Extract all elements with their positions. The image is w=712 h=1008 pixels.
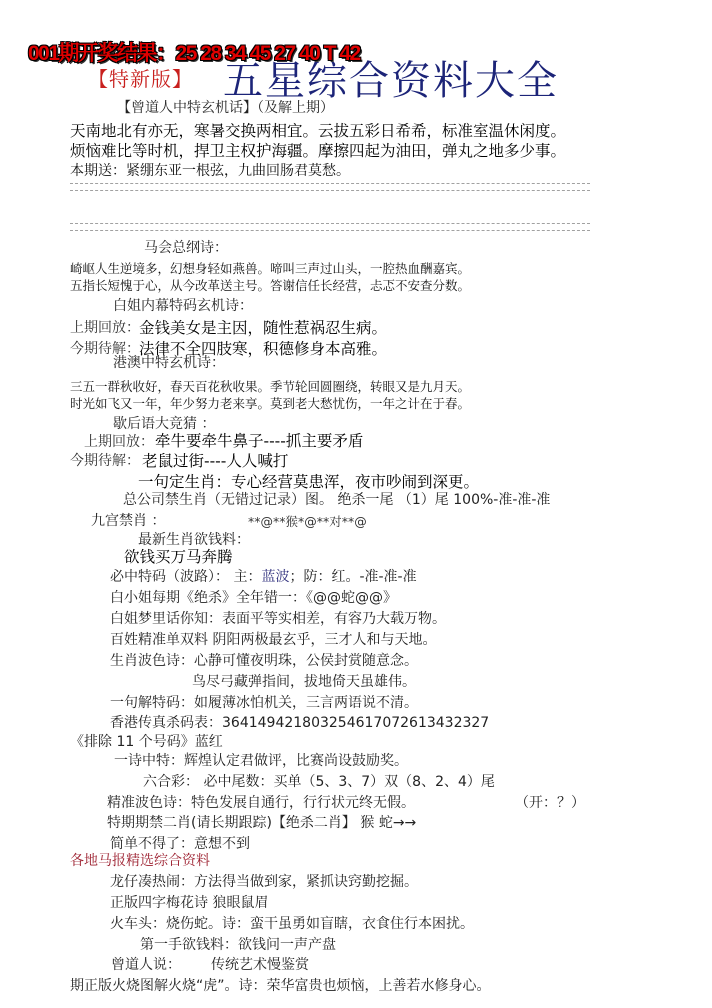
page-title: 五星综合资料大全 [223,58,559,104]
jingzhun-bose: 精准波色诗：特色发展自通行，行行状元终无假。 [107,795,415,811]
liuhecai-weishu: 六合彩： 必中尾数：买单（5、3、7）双（8、2、4）尾 [143,774,495,790]
jiugong-label: 九宫禁肖 ： [91,513,166,529]
xiehouyu-now-label: 今期待解： [70,453,140,469]
huoshao-tujie: 期正版火烧图解火烧“虎”。诗：荣华富贵也烦恼，上善若水修身心。 [70,978,491,994]
mahui-heading: 马会总纲诗： [144,240,228,256]
bizhong-tema [110,567,417,587]
teqi-jin-erxiao: 特期期禁二肖(请长期跟踪)【绝杀二肖】 猴 蛇→→ [107,815,417,831]
baijie-last-text: 金钱美女是主因，随性惹祸忍生病。 [139,319,388,337]
longzai-re-nao: 龙仔凑热闹：方法得当做到家，紧抓诀窍勤挖掘。 [110,874,418,890]
shengxiao-bose-2: 鸟尽弓藏弹指间，拔地倚天虽雄伟。 [192,674,416,690]
gedi-mabao-heading: 各地马报精选综合资料 [70,853,210,869]
zengdaoren-line-3: 本期送：紧绷东亚一根弦，九曲回肠君莫愁。 [70,163,350,179]
xiehouyu-now-text: 老鼠过街----人人喊打 [142,452,289,470]
xiehouyu-heading: 歇后语大竞猜 ： [113,416,216,432]
zhengban-sizi-meihua: 正版四字梅花诗 狼眼鼠眉 [110,895,269,911]
yiju-jie-tema: 一句解特码：如履薄冰怕机关，三言两语说不清。 [110,695,418,711]
edition-label: 【特新版】 [88,67,193,91]
bizhong-main: 蓝波 [261,569,290,585]
gangao-line-2: 时光如飞又一年，年少努力老来享。莫到老大愁忧伤，一年之计在于春。 [70,396,471,411]
gangao-heading: 港澳中特玄机诗： [113,355,225,371]
zengdaoren-line-1: 天南地北有亦无，寒暑交换两相宜。云拔五彩日希希，标准室温休闲度。 [70,122,567,140]
xianggang-chuanzhen: 香港传真杀码表：36414942180325461707261343232​7 [110,715,490,731]
zonggongsi-jinshengxiao: 总公司禁生肖（无错过记录）图。 绝杀一尾 （1）尾 100%-准-准-准 [123,492,551,508]
separator-line [70,183,590,191]
xiehouyu-last-label: 上期回放： [84,434,154,450]
bizhong-suffix: ；防：红。-准-准-准 [289,569,417,585]
shengxiao-bose-1: 生肖波色诗：心静可懂夜明珠，公侯封赏随意念。 [110,653,418,669]
zengdaoren-line-2: 烦恼难比等时机，捍卫主权护海疆。摩擦四起为油田，弹丸之地多少事。 [70,142,567,160]
baijie-heading: 白姐内幕特码玄机诗： [113,298,253,314]
huochetou: 火车头：烧伤蛇。诗：蛮干虽勇如盲瞎，衣食住行本困扰。 [110,916,474,932]
zengdaoren-heading: 【曾道人中特玄机话】（及解上期） [117,100,334,116]
baijie-menglihua: 白姐梦里话你知：表面平等实相差，有容乃大载万物。 [110,611,446,627]
baixiaojie-juesha: 白小姐每期《绝杀》全年错一：《@@蛇@@》 [110,590,397,606]
kai-status: （开：？） [515,795,585,811]
yiju-shengxiao: 一句定生肖：专心经营莫患浑，夜市吵闹到深更。 [138,473,480,491]
xiehouyu-last-text: 牵牛要牵牛鼻子----抓主要矛盾 [155,432,364,450]
gangao-line-1: 三五一群秋收好，春天百花秋收果。季节轮回圆圈绕，转眼又是九月天。 [70,379,471,394]
baixing-danshuang: 百姓精准单双料 阴阳两极最玄乎，三才人和与天地。 [110,632,437,648]
baijie-now-text: 法律不全四肢寒，积德修身本高雅。 [139,340,388,358]
lottery-result-banner: 001期开奖结果：25 28 34 45 27 40 T 42 [28,42,360,65]
jiandan-budeliao: 简单不得了：意想不到 [110,836,250,852]
mahui-line-2: 五指长短愧于心，从今改革送主号。答谢信任长经营，忐忑不安查分数。 [70,278,471,293]
baijie-now-label: 今期待解： [70,341,140,357]
mahui-line-1: 崎岖人生逆境多，幻想身轻如燕兽。啼叫三声过山头，一腔热血酬嘉宾。 [70,261,471,276]
baijie-last-label: 上期回放： [70,320,140,336]
diyishou-yuqianliao: 第一手欲钱料：欲钱问一声产盘 [140,937,336,953]
zengdaoren-shuo-label: 曾道人说： [111,957,181,973]
zuixin-text: 欲钱买万马奔腾 [124,548,233,566]
zengdaoren-shuo-text: 传统艺术慢鉴赏 [211,957,309,973]
separator-line [70,223,590,231]
yishi-zhongte: 一诗中特：辉煌认定君做评，比赛尚设鼓励奖。 [114,753,408,769]
jiugong-value: **@**猴*@**对**@ [248,514,367,529]
paichu-haoma: 《排除 11 个号码》蓝红 [70,734,223,750]
zuixin-heading: 最新生肖欲钱料： [138,532,250,548]
bizhong-prefix: 必中特码（波路）： 主： [110,569,262,585]
